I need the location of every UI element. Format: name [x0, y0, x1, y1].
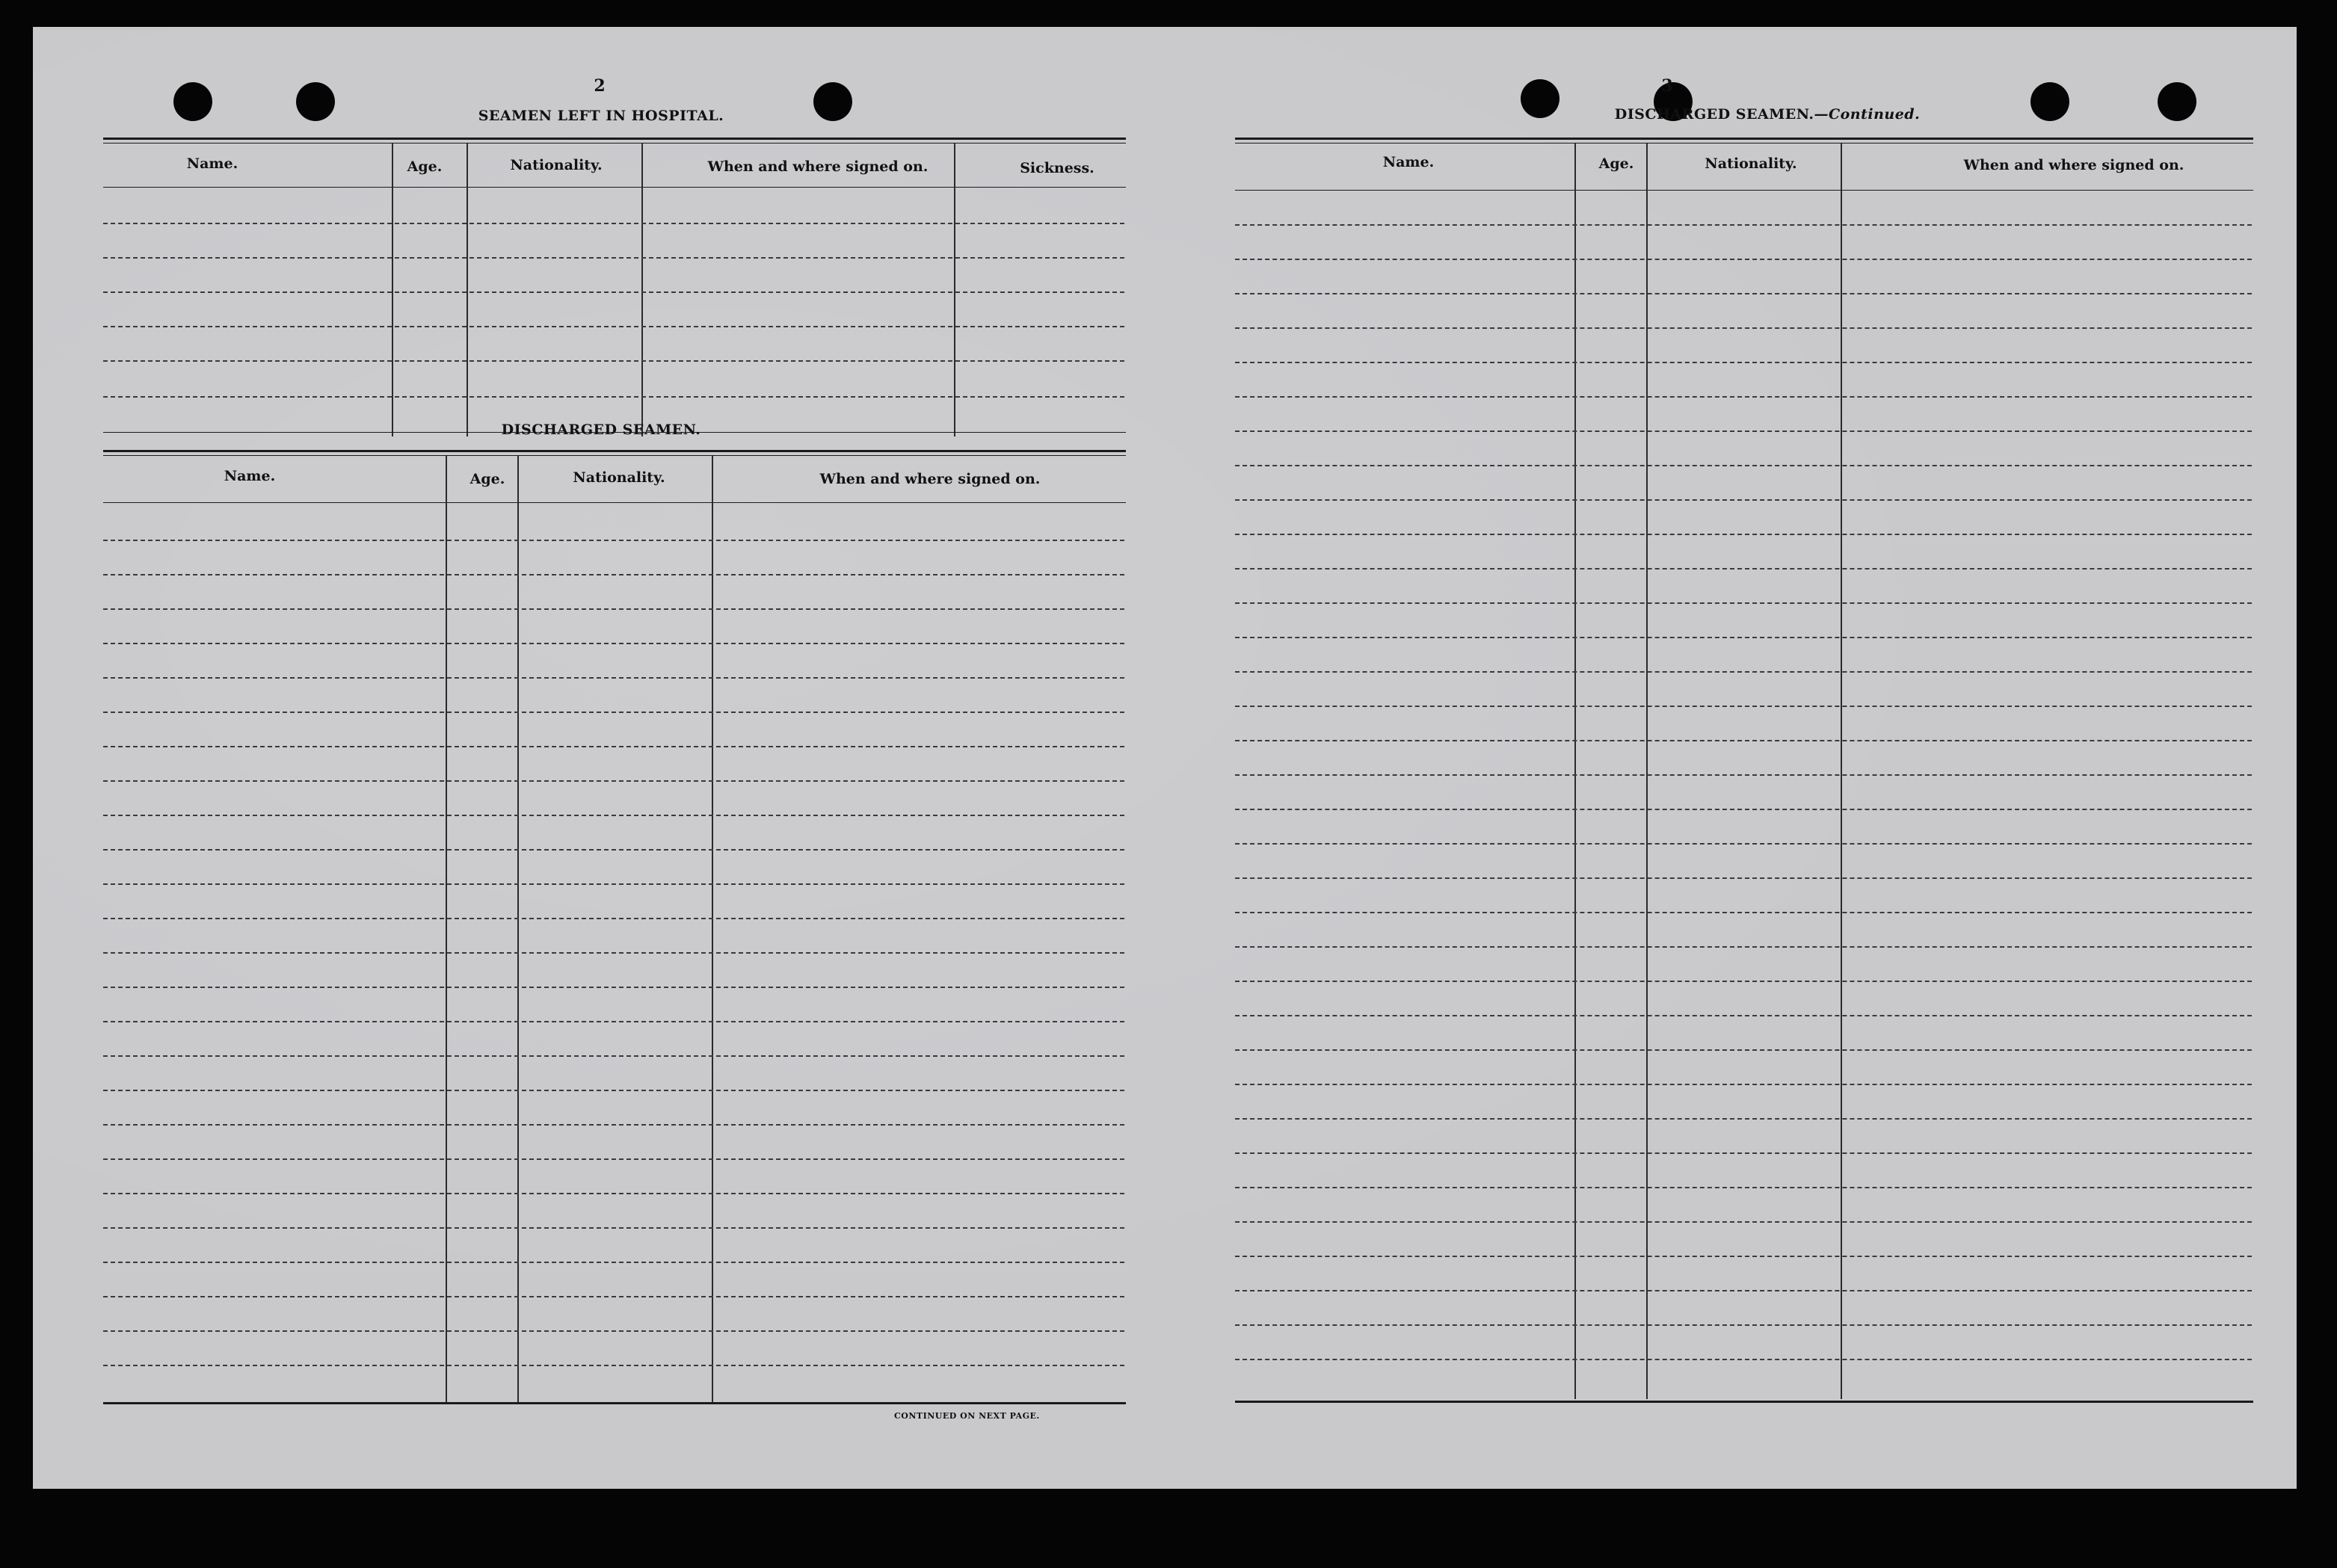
hospital-col-signed-on: When and where signed on.	[707, 158, 929, 175]
continued-col-name: Name.	[1382, 154, 1435, 170]
punch-hole	[1521, 79, 1559, 118]
document-sheet	[33, 27, 2297, 1489]
hospital-section-title: SEAMEN LEFT IN HOSPITAL.	[478, 108, 724, 124]
discharged-col-nationality: Nationality.	[573, 469, 665, 486]
punch-hole	[2030, 82, 2069, 121]
discharged-continued-title-suffix: —Continued.	[1814, 106, 1921, 123]
left-page-number: 2	[594, 76, 606, 96]
hospital-col-sickness: Sickness.	[1020, 160, 1094, 176]
continued-on-next-page: CONTINUED ON NEXT PAGE.	[894, 1411, 1040, 1421]
scan-border	[0, 1489, 2337, 1568]
punch-hole	[2158, 82, 2196, 121]
discharged-continued-title-main: DISCHARGED SEAMEN.	[1614, 106, 1814, 123]
discharged-col-name: Name.	[224, 468, 276, 484]
continued-col-age: Age.	[1598, 155, 1634, 172]
discharged-section-title: DISCHARGED SEAMEN.	[501, 422, 701, 438]
discharged-continued-title	[1558, 106, 1977, 123]
right-page-number: 3	[1661, 76, 1673, 96]
hospital-col-name: Name.	[186, 155, 238, 172]
hospital-col-age: Age.	[407, 158, 443, 175]
hospital-col-nationality: Nationality.	[510, 157, 603, 173]
continued-col-nationality: Nationality.	[1705, 155, 1797, 172]
punch-hole	[296, 82, 335, 121]
continued-col-signed-on: When and where signed on.	[1963, 157, 2184, 173]
punch-hole	[813, 82, 852, 121]
discharged-col-signed-on: When and where signed on.	[819, 471, 1041, 487]
punch-hole	[173, 82, 212, 121]
discharged-col-age: Age.	[469, 471, 505, 487]
